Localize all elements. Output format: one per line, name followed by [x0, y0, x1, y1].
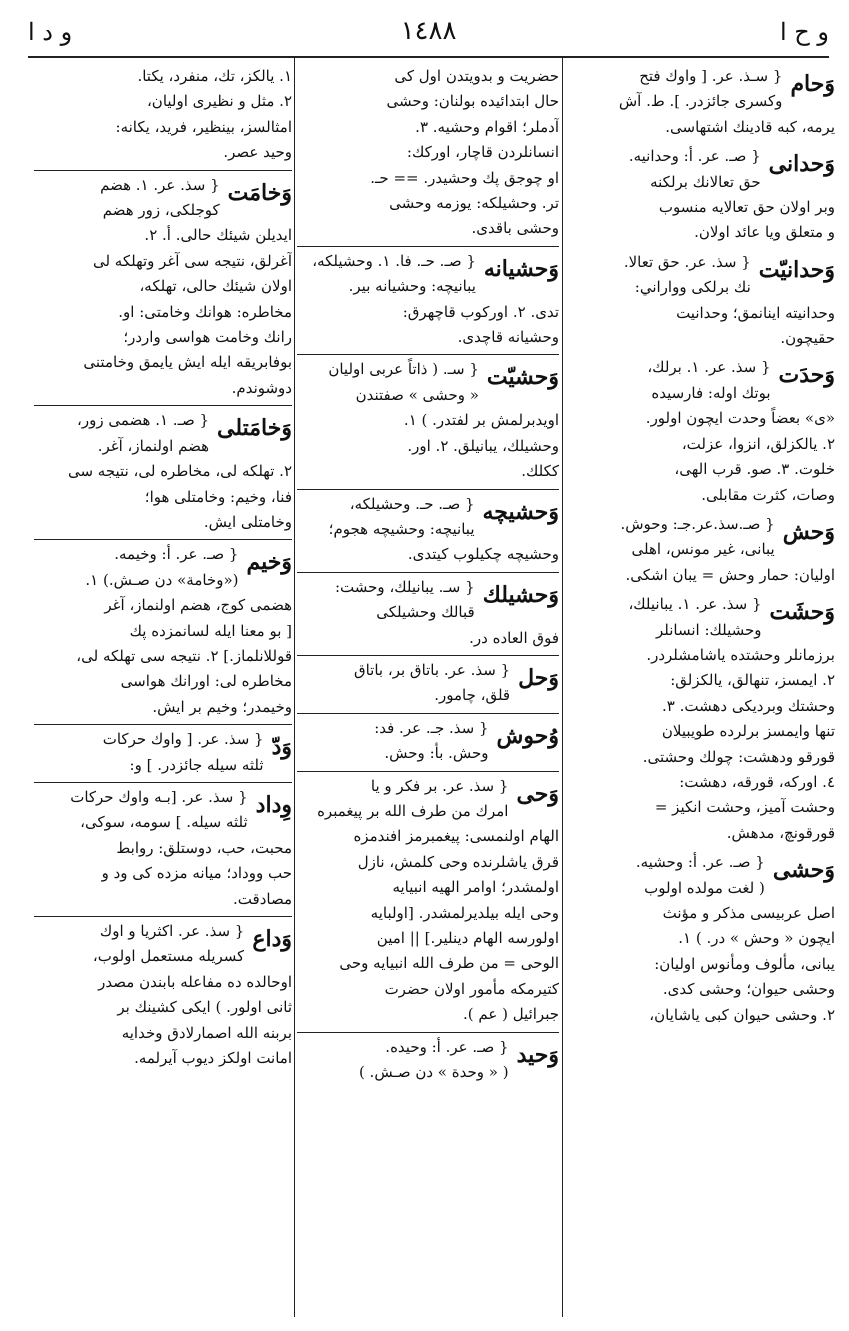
entry-definition-line: ٢. يالكزلق، انزوا، عزلت،: [681, 434, 835, 453]
header-left-letters: و د ا: [28, 18, 73, 46]
entry-headword: وَحشيلك: [482, 581, 559, 608]
column-right: [565, 64, 835, 1317]
entry-definition-line: وحشتك وبرديكى دهشت. ٣.: [661, 696, 835, 715]
entry-definition-line: حب ووداد؛ ميانه مزده كى ود و: [101, 864, 292, 883]
entry-definition-line: { سذ. عر. ١. برلك،: [647, 358, 771, 377]
entry-definition-line: تدى. ٢. اوركوب قاچهرق:: [402, 302, 559, 321]
entry-definition-line: وحى ايله بيلديرلمشدر. [اولبايه: [370, 903, 559, 922]
entry-definition-line: { صـ. حـ. وحشيلكه،: [349, 494, 475, 513]
entry-definition-line: دوشوندم.: [231, 378, 292, 397]
entry-definition-line: { سذ. جـ. عر. فد:: [374, 718, 489, 737]
entry-definition-line: { صـ. عر. أ: وحدانيه.: [628, 147, 761, 166]
entry-definition-line: قلق، چامور.: [434, 686, 511, 705]
entry-definition-line: جبرائيل ( عم ).: [462, 1005, 559, 1024]
entry-definition-line: ٢. مثل و نظيرى اوليان،: [146, 92, 292, 111]
dictionary-entry: [297, 354, 559, 484]
entry-headword: وَحيد: [516, 1041, 559, 1068]
dictionary-entry: [565, 144, 835, 246]
column-middle: [297, 64, 559, 1317]
header-right-letters: و ح ا: [779, 18, 829, 46]
entry-headword: وَدّ: [271, 734, 292, 761]
entry-definition-line: وخامتلى ايش.: [203, 512, 292, 531]
entry-definition-line: تر. وحشيلكه: يوزمه وحشى: [389, 194, 559, 213]
entry-headword: وَحشيچه: [482, 498, 559, 525]
entry-headword: وَحل: [518, 664, 559, 691]
entry-definition-line: { سذ. عر. [بـه واوك حركات: [70, 787, 248, 806]
entry-definition-line: { سـ. ( ذاتاً عربى اوليان: [328, 360, 479, 379]
column-divider: [562, 58, 563, 1317]
entry-definition-line: { صـ. ١. هضمى زور،: [77, 411, 210, 430]
entry-headword: وَحام: [790, 71, 835, 97]
entry-definition-line: ٢. وحشى حيوان كبى ياشايان،: [649, 1005, 835, 1024]
column-left: [34, 64, 292, 1317]
entry-definition-line: { سذ. عر. اكثريا و اوك: [99, 922, 245, 940]
entry-definition-line: { سـذ. عر. [ واوك فتح: [639, 67, 783, 85]
entry-definition-line: آدملر؛ اقوام وحشيه. ٣.: [415, 117, 559, 136]
entry-definition-line: { سذ. عر. [ واوك حركات: [102, 730, 264, 749]
entry-headword: وُحوش: [496, 722, 559, 749]
entry-definition-line: ١. يالكز، تك، منفرد، يكتا.: [137, 67, 292, 85]
entry-definition-line: { صـ. عر. أ: وخيمه.: [114, 545, 239, 564]
dictionary-entry: [565, 592, 835, 846]
dictionary-entry: [34, 64, 292, 166]
entry-definition-line: { سذ. عر. ١. هضم: [100, 175, 220, 194]
entry-definition-line: وحشى باقدى.: [471, 219, 559, 238]
entry-definition-line: اويدبرلمش بر لفتدر. ) ١.: [403, 411, 559, 430]
dictionary-entry: [297, 771, 559, 1028]
page-number: ١٤٨٨: [400, 16, 457, 46]
entry-definition-line: { سذ. عر. ١. يبانيلك،: [628, 595, 762, 614]
entry-definition-line: فوق العاده در.: [469, 628, 559, 647]
entry-definition-line: مخاطره: هوانك وخامتى: او.: [118, 302, 292, 321]
entry-headword: وَخامَتلى: [217, 415, 292, 442]
dictionary-entry: [34, 539, 292, 720]
dictionary-entry: [565, 512, 835, 588]
entry-headword: وِداد: [255, 791, 292, 818]
entry-definition-line: وحش. بأ: وحش.: [384, 744, 489, 763]
dictionary-entry: [297, 1032, 559, 1086]
entry-definition-line: تنها وايمسز برلرده طويبيلان: [661, 722, 835, 741]
dictionary-entry: [297, 572, 559, 651]
entry-definition-line: كوجلكى، زور هضم: [102, 201, 220, 220]
entry-definition-line: وحشيلك: انسانلر: [655, 620, 762, 639]
entry-definition-line: وكسرى جائزدر. ]. ط. آش: [618, 92, 783, 111]
entry-definition-line: بوفابريقه ايله ايش يايمق وخامتنى: [83, 353, 292, 372]
entry-headword: وَحدَت: [778, 362, 835, 389]
entry-definition-line: قوللانلماز.] ٢. نتيجه سى تهلكه لى،: [76, 646, 292, 665]
entry-definition-line: اصل عربيسى مذكر و مؤنث: [662, 904, 835, 922]
entry-definition-line: هضم اولنماز، آغر.: [97, 436, 210, 455]
dictionary-entry: [565, 355, 835, 507]
entry-headword: وَداع: [252, 926, 292, 952]
entry-headword: وَخيم: [246, 549, 292, 576]
entry-definition-line: يبانى، مألوف ومأنوس اوليان:: [654, 954, 835, 973]
entry-definition-line: حق تعالانك برلكنه: [650, 172, 761, 191]
entry-definition-line: الهام اولنمسى: پيغمبرمز افندمزه: [353, 827, 559, 846]
entry-definition-line: و متعلق ويا عائد اولان.: [694, 223, 835, 242]
entry-definition-line: وحدانيته اينانمق؛ وحدانيت: [676, 303, 835, 322]
entry-definition-line: ٤. اوركه، قورقه، دهشت:: [679, 772, 835, 791]
entry-definition-line: حقيچون.: [780, 329, 835, 348]
entry-definition-line: كسريله مستعمل اولوب،: [92, 947, 245, 966]
entry-definition-line: «ى» بعضاً وحدت ايچون اولور.: [645, 409, 835, 428]
entry-definition-line: ايديلن شيئك حالى. أ. ٢.: [144, 226, 292, 245]
entry-definition-line: { صـ. حـ. فا. ١. وحشيلكه،: [312, 251, 476, 270]
entry-definition-line: اوحالده ده مفاعله بابندن مصدر: [98, 972, 292, 991]
dictionary-entry: [297, 713, 559, 767]
entry-definition-line: مخاطره لى: اورانك هواسى: [120, 672, 292, 691]
entry-definition-line: ٢. ايمسز، تنهالق، يالكزلق:: [670, 671, 835, 690]
entry-definition-line: او چوجق پك وحشيدر. == حـ.: [370, 168, 559, 187]
dictionary-entry: [34, 405, 292, 535]
entry-definition-line: امرك من طرف الله بر پيغمبره: [317, 801, 509, 820]
dictionary-entry: [34, 170, 292, 402]
entry-definition-line: نك برلكى وواراني:: [634, 278, 751, 297]
entry-definition-line: رانك وخامت هواسى واردر؛: [123, 328, 292, 347]
dictionary-entry: [565, 850, 835, 1028]
entry-definition-line: وحيد عصر.: [223, 143, 292, 162]
entry-definition-line: هضمى كوج، هضم اولنماز، آغر: [104, 596, 292, 615]
entry-definition-line: { سـ. يبانيلك، وحشت:: [335, 577, 475, 596]
entry-definition-line: « وحشى » صفتندن: [355, 385, 479, 404]
entry-definition-line: فنا، وخيم: وخامتلى هوا؛: [144, 487, 292, 506]
entry-definition-line: { سذ. عر. بر فكر و يا: [370, 776, 509, 795]
entry-definition-line: حال ابتدائيده بولنان: وحشى: [386, 92, 559, 111]
entry-definition-line: ايچون « وحش » در. ) ١.: [678, 929, 835, 948]
entry-definition-line: يبانيچه: وحشيچه هجوم؛: [328, 519, 475, 538]
entry-headword: وَحدانيّت: [758, 256, 835, 283]
entry-definition-line: وخيمدر؛ وخيم بر ايش.: [152, 697, 292, 716]
dictionary-entry: [297, 655, 559, 709]
dictionary-entry: [34, 916, 292, 1071]
entry-definition-line: خلوت. ٣. صو. قرب الهى،: [674, 460, 835, 479]
page-header: [28, 14, 829, 54]
entry-headword: وَحشى: [772, 857, 835, 884]
entry-definition-line: { سذ. عر. حق تعالا.: [623, 252, 751, 271]
entry-definition-line: انسانلردن قاچار، اوركك:: [406, 143, 559, 162]
entry-definition-line: («وخامة» دن صـش.) ١.: [85, 570, 239, 589]
entry-headword: وَخامَت: [227, 179, 292, 206]
entry-definition-line: قبالك وحشيلكى: [376, 603, 475, 622]
entry-definition-line: ( لغت مولده اولوب: [644, 878, 765, 897]
entry-definition-line: الوحى = من طرف الله انبيايه وحى: [339, 954, 559, 973]
entry-definition-line: امانت اولكز ديوب آيرلمه.: [134, 1049, 292, 1068]
entry-definition-line: ( « وحدة » دن صـش. ): [358, 1063, 509, 1082]
entry-headword: وَحشيّت: [486, 364, 559, 391]
entry-definition-line: ككلك.: [521, 462, 559, 481]
entry-definition-line: ٢. تهلكه لى، مخاطره لى، نتيجه سى: [67, 462, 292, 481]
entry-definition-line: اولمشدر؛ اوامر الهيه انبيايه: [392, 878, 559, 897]
entry-definition-line: وحشيچه چكيلوب كيتدى.: [407, 545, 559, 564]
entry-definition-line: قورقو ودهشت: چولك وحشتى.: [642, 747, 835, 766]
entry-definition-line: مصادقت.: [233, 889, 292, 908]
dictionary-entry: [297, 64, 559, 242]
entry-definition-line: اوليان: حمار وحش = يبان اشكى.: [625, 565, 835, 584]
entry-definition-line: يبانيچه: وحشيانه بير.: [348, 277, 476, 296]
entry-definition-line: برزمانلر وحشتده ياشامشلردر.: [646, 645, 835, 664]
entry-definition-line: وحشيانه قاچدى.: [457, 328, 559, 347]
dictionary-entry: [565, 250, 835, 352]
entry-definition-line: اولورسه الهام دينلير.] || امين: [376, 929, 559, 947]
entry-definition-line: يبانى، غير مونس، اهلى: [631, 540, 775, 559]
entry-definition-line: اولان شيئك حالى، تهلكه،: [139, 277, 292, 296]
entry-definition-line: ثانى اولور. ) ايكى كشينك بر: [117, 998, 292, 1017]
entry-definition-line: محبت، حب، دوستلق: روابط: [116, 838, 292, 857]
entry-definition-line: وحشيلك، يبانيلق. ٢. اور.: [407, 436, 559, 455]
entry-headword: وَحدانى: [768, 151, 835, 178]
dictionary-entry: [565, 64, 835, 140]
entry-definition-line: يرمه، كبه قادينك اشتهاسى.: [665, 117, 835, 136]
entry-headword: وَحش: [782, 518, 835, 545]
column-divider: [294, 58, 295, 1317]
entry-definition-line: وبر اولان حق تعالايه منسوب: [658, 198, 835, 217]
entry-definition-line: { صـ. عر. أ: وحيده.: [385, 1037, 509, 1056]
entry-definition-line: آغرلق، نتيجه سى آغر وتهلكه لى: [92, 251, 292, 270]
entry-definition-line: امثالسز، بينظير، فريد، يكانه:: [115, 117, 292, 136]
dictionary-entry: [34, 782, 292, 912]
header-rule: [28, 56, 829, 58]
entry-definition-line: بوتك اوله: فارسيده: [651, 383, 771, 402]
entry-definition-line: { صـ.سذ.عر.جـ: وحوش.: [620, 514, 775, 533]
entry-definition-line: قورقونچ، مدهش.: [726, 823, 835, 842]
entry-definition-line: ثلثه سيله. ] سومه، سوكى،: [80, 813, 248, 832]
entry-definition-line: كتيرمكه مأمور اولان حضرت: [384, 979, 559, 998]
entry-definition-line: قرق ياشلرنده وحى كلمش، نازل: [357, 852, 559, 871]
entry-definition-line: [ بو معنا ايله لسانمزده پك: [129, 621, 292, 640]
entry-headword: وَحى: [516, 780, 559, 807]
dictionary-entry: [297, 489, 559, 568]
entry-definition-line: وحشت آميز، وحشت انكيز =: [654, 798, 835, 817]
entry-definition-line: وصات، كثرت مقابلى.: [701, 485, 835, 504]
entry-definition-line: وحشى حيوان؛ وحشى كدى.: [662, 980, 835, 999]
entry-definition-line: بربنه الله اصمارلادق وخدايه: [121, 1023, 292, 1042]
entry-definition-line: حضريت و بدويتدن اول كى: [394, 67, 559, 85]
entry-definition-line: ثلثه سيله جائزدر. ] و:: [129, 755, 264, 774]
dictionary-entry: [297, 246, 559, 351]
entry-definition-line: { سذ. عر. باتاق بر، باتاق: [353, 660, 511, 679]
dictionary-entry: [34, 724, 292, 778]
entry-headword: وَحشيانه: [483, 255, 559, 282]
entry-headword: وَحشَت: [769, 599, 835, 626]
entry-definition-line: { صـ. عر. أ: وحشيه.: [635, 853, 765, 872]
